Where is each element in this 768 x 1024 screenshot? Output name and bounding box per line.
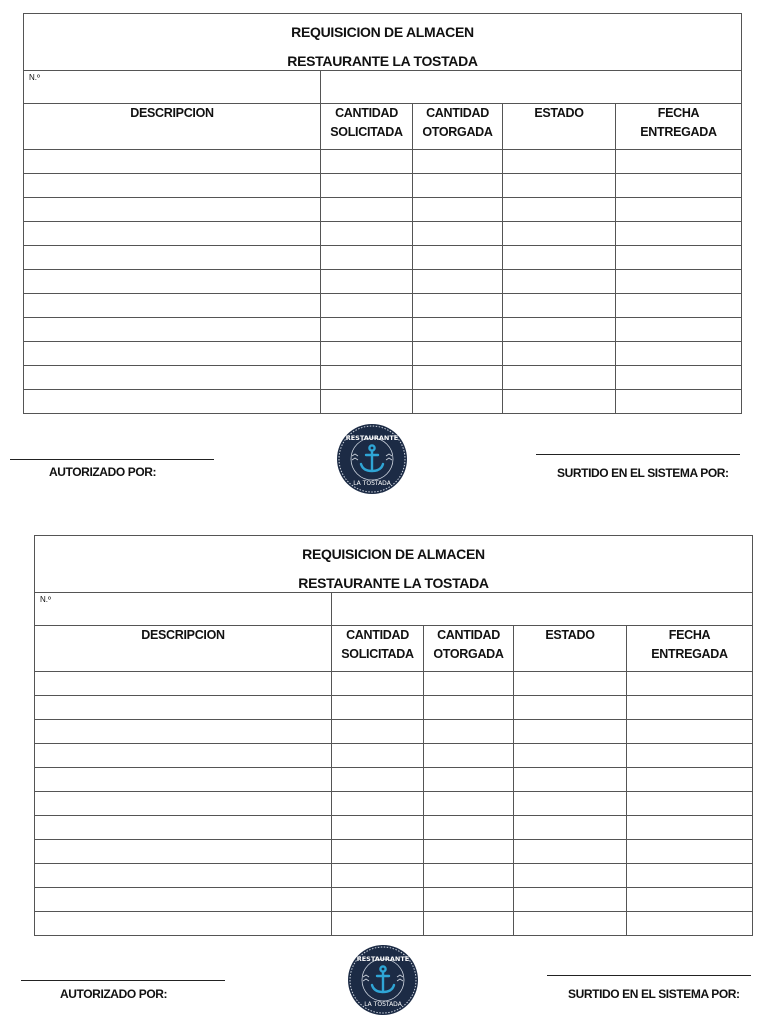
svg-text:LA TOSTADA: LA TOSTADA — [353, 480, 391, 487]
table-row — [24, 150, 742, 174]
descripcion-cell[interactable] — [24, 222, 321, 246]
column-header-row — [35, 626, 753, 672]
fecha-entregada-cell[interactable] — [616, 342, 742, 366]
estado-cell[interactable] — [503, 342, 616, 366]
descripcion-cell[interactable] — [35, 816, 332, 840]
fecha-entregada-cell[interactable] — [627, 912, 753, 936]
column-header-row — [24, 104, 742, 150]
fecha-entregada-cell[interactable] — [627, 744, 753, 768]
requisition-form-1 — [23, 13, 741, 414]
cantidad-otorgada-cell[interactable] — [424, 720, 514, 744]
number-label: N.º — [40, 595, 51, 604]
table-row — [35, 744, 753, 768]
signature-line — [21, 980, 225, 981]
system-label: SURTIDO EN EL SISTEMA POR: — [568, 987, 740, 1001]
descripcion-cell[interactable] — [24, 318, 321, 342]
cantidad-solicitada-cell[interactable] — [332, 696, 424, 720]
cantidad-otorgada-cell[interactable] — [424, 792, 514, 816]
table-row — [35, 816, 753, 840]
table-row — [24, 294, 742, 318]
descripcion-cell[interactable] — [35, 864, 332, 888]
descripcion-cell[interactable] — [35, 672, 332, 696]
table-row — [24, 366, 742, 390]
descripcion-cell[interactable] — [24, 246, 321, 270]
col-estado: ESTADO — [503, 104, 616, 150]
cantidad-otorgada-cell[interactable] — [413, 318, 503, 342]
cantidad-solicitada-cell[interactable] — [321, 294, 413, 318]
anchor-icon — [336, 423, 408, 495]
number-field[interactable] — [332, 593, 753, 626]
estado-cell[interactable] — [503, 366, 616, 390]
cantidad-solicitada-cell[interactable] — [332, 912, 424, 936]
cantidad-otorgada-cell[interactable] — [424, 744, 514, 768]
requisition-table — [34, 535, 753, 936]
col-estado: ESTADO — [514, 626, 627, 672]
descripcion-cell[interactable] — [35, 768, 332, 792]
descripcion-cell[interactable] — [24, 294, 321, 318]
cantidad-otorgada-cell[interactable] — [424, 672, 514, 696]
fecha-entregada-cell[interactable] — [616, 390, 742, 414]
authorized-label: AUTORIZADO POR: — [49, 465, 157, 479]
cantidad-otorgada-cell[interactable] — [413, 366, 503, 390]
cantidad-solicitada-cell[interactable] — [332, 864, 424, 888]
fecha-entregada-cell[interactable] — [627, 768, 753, 792]
estado-cell[interactable] — [514, 816, 627, 840]
col-cantidad-otorgada: CANTIDAD OTORGADA — [424, 626, 514, 672]
table-row — [24, 318, 742, 342]
descripcion-cell[interactable] — [24, 198, 321, 222]
col-cantidad-solicitada: CANTIDAD SOLICITADA — [321, 104, 413, 150]
cantidad-solicitada-cell[interactable] — [321, 246, 413, 270]
svg-text:RESTAURANTE: RESTAURANTE — [356, 955, 410, 963]
descripcion-cell[interactable] — [35, 696, 332, 720]
table-row — [35, 768, 753, 792]
signature-line — [10, 459, 214, 460]
table-row — [35, 672, 753, 696]
table-row — [35, 864, 753, 888]
requisition-form-2 — [34, 535, 752, 936]
cantidad-solicitada-cell[interactable] — [332, 768, 424, 792]
restaurant-logo-2 — [347, 944, 419, 1016]
estado-cell[interactable] — [514, 840, 627, 864]
cantidad-solicitada-cell[interactable] — [321, 318, 413, 342]
number-label-cell — [35, 593, 332, 626]
table-row — [24, 342, 742, 366]
requisition-table — [23, 13, 742, 414]
estado-cell[interactable] — [503, 318, 616, 342]
cantidad-otorgada-cell[interactable] — [413, 174, 503, 198]
fecha-entregada-cell[interactable] — [616, 318, 742, 342]
estado-cell[interactable] — [514, 696, 627, 720]
form-title: REQUISICION DE ALMACEN — [302, 546, 485, 562]
form-subtitle: RESTAURANTE LA TOSTADA — [298, 575, 489, 591]
fecha-entregada-cell[interactable] — [627, 816, 753, 840]
cantidad-solicitada-cell[interactable] — [332, 744, 424, 768]
fecha-entregada-cell[interactable] — [627, 840, 753, 864]
cantidad-solicitada-cell[interactable] — [332, 888, 424, 912]
svg-text:RESTAURANTE: RESTAURANTE — [345, 434, 399, 442]
fecha-entregada-cell[interactable] — [627, 720, 753, 744]
cantidad-otorgada-cell[interactable] — [424, 816, 514, 840]
cantidad-solicitada-cell[interactable] — [321, 150, 413, 174]
svg-text:LA TOSTADA: LA TOSTADA — [364, 1001, 402, 1008]
col-cantidad-otorgada: CANTIDAD OTORGADA — [413, 104, 503, 150]
cantidad-otorgada-cell[interactable] — [413, 342, 503, 366]
number-field[interactable] — [321, 71, 742, 104]
cantidad-solicitada-cell[interactable] — [321, 174, 413, 198]
estado-cell[interactable] — [514, 768, 627, 792]
cantidad-otorgada-cell[interactable] — [424, 912, 514, 936]
table-row — [24, 390, 742, 414]
descripcion-cell[interactable] — [35, 744, 332, 768]
fecha-entregada-cell[interactable] — [616, 198, 742, 222]
fecha-entregada-cell[interactable] — [627, 672, 753, 696]
descripcion-cell[interactable] — [35, 720, 332, 744]
descripcion-cell[interactable] — [35, 792, 332, 816]
table-row — [35, 840, 753, 864]
estado-cell[interactable] — [514, 912, 627, 936]
number-label-cell — [24, 71, 321, 104]
signature-line — [547, 975, 751, 976]
cantidad-solicitada-cell[interactable] — [332, 816, 424, 840]
form-header — [24, 14, 742, 71]
estado-cell[interactable] — [503, 222, 616, 246]
cantidad-otorgada-cell[interactable] — [413, 270, 503, 294]
descripcion-cell[interactable] — [24, 366, 321, 390]
col-cantidad-solicitada: CANTIDAD SOLICITADA — [332, 626, 424, 672]
descripcion-cell[interactable] — [35, 888, 332, 912]
estado-cell[interactable] — [503, 198, 616, 222]
fecha-entregada-cell[interactable] — [616, 150, 742, 174]
estado-cell[interactable] — [503, 174, 616, 198]
cantidad-solicitada-cell[interactable] — [332, 840, 424, 864]
estado-cell[interactable] — [514, 864, 627, 888]
estado-cell[interactable] — [503, 294, 616, 318]
cantidad-solicitada-cell[interactable] — [321, 342, 413, 366]
fecha-entregada-cell[interactable] — [627, 864, 753, 888]
fecha-entregada-cell[interactable] — [616, 174, 742, 198]
col-descripcion: DESCRIPCION — [35, 626, 332, 672]
cantidad-solicitada-cell[interactable] — [321, 222, 413, 246]
table-row — [35, 720, 753, 744]
anchor-icon — [347, 944, 419, 1016]
number-label: N.º — [29, 73, 40, 82]
fecha-entregada-cell[interactable] — [616, 270, 742, 294]
table-row — [35, 792, 753, 816]
table-row — [24, 222, 742, 246]
cantidad-otorgada-cell[interactable] — [413, 294, 503, 318]
cantidad-otorgada-cell[interactable] — [413, 222, 503, 246]
signature-line — [536, 454, 740, 455]
table-row — [35, 912, 753, 936]
cantidad-solicitada-cell[interactable] — [321, 198, 413, 222]
cantidad-solicitada-cell[interactable] — [321, 270, 413, 294]
system-label: SURTIDO EN EL SISTEMA POR: — [557, 466, 729, 480]
table-row — [35, 696, 753, 720]
descripcion-cell[interactable] — [35, 840, 332, 864]
authorized-label: AUTORIZADO POR: — [60, 987, 168, 1001]
cantidad-solicitada-cell[interactable] — [332, 672, 424, 696]
table-row — [24, 270, 742, 294]
estado-cell[interactable] — [503, 390, 616, 414]
estado-cell[interactable] — [503, 246, 616, 270]
table-row — [24, 198, 742, 222]
cantidad-solicitada-cell[interactable] — [332, 720, 424, 744]
descripcion-cell[interactable] — [24, 174, 321, 198]
form-subtitle: RESTAURANTE LA TOSTADA — [287, 53, 478, 69]
descripcion-cell[interactable] — [35, 912, 332, 936]
estado-cell[interactable] — [514, 744, 627, 768]
fecha-entregada-cell[interactable] — [627, 696, 753, 720]
fecha-entregada-cell[interactable] — [616, 366, 742, 390]
fecha-entregada-cell[interactable] — [616, 222, 742, 246]
fecha-entregada-cell[interactable] — [616, 294, 742, 318]
estado-cell[interactable] — [503, 270, 616, 294]
table-row — [24, 246, 742, 270]
fecha-entregada-cell[interactable] — [627, 792, 753, 816]
cantidad-otorgada-cell[interactable] — [413, 198, 503, 222]
estado-cell[interactable] — [514, 792, 627, 816]
form-title: REQUISICION DE ALMACEN — [291, 24, 474, 40]
cantidad-otorgada-cell[interactable] — [424, 696, 514, 720]
restaurant-logo-1 — [336, 423, 408, 495]
cantidad-otorgada-cell[interactable] — [424, 768, 514, 792]
cantidad-otorgada-cell[interactable] — [413, 246, 503, 270]
estado-cell[interactable] — [514, 720, 627, 744]
cantidad-otorgada-cell[interactable] — [413, 150, 503, 174]
cantidad-otorgada-cell[interactable] — [413, 390, 503, 414]
fecha-entregada-cell[interactable] — [616, 246, 742, 270]
estado-cell[interactable] — [514, 888, 627, 912]
form-header — [35, 536, 753, 593]
cantidad-otorgada-cell[interactable] — [424, 864, 514, 888]
col-fecha-entregada: FECHA ENTREGADA — [616, 104, 742, 150]
estado-cell[interactable] — [514, 672, 627, 696]
col-descripcion: DESCRIPCION — [24, 104, 321, 150]
descripcion-cell[interactable] — [24, 270, 321, 294]
estado-cell[interactable] — [503, 150, 616, 174]
cantidad-solicitada-cell[interactable] — [321, 390, 413, 414]
descripcion-cell[interactable] — [24, 150, 321, 174]
fecha-entregada-cell[interactable] — [627, 888, 753, 912]
cantidad-solicitada-cell[interactable] — [321, 366, 413, 390]
cantidad-otorgada-cell[interactable] — [424, 840, 514, 864]
cantidad-otorgada-cell[interactable] — [424, 888, 514, 912]
col-fecha-entregada: FECHA ENTREGADA — [627, 626, 753, 672]
descripcion-cell[interactable] — [24, 390, 321, 414]
table-row — [35, 888, 753, 912]
table-row — [24, 174, 742, 198]
cantidad-solicitada-cell[interactable] — [332, 792, 424, 816]
descripcion-cell[interactable] — [24, 342, 321, 366]
